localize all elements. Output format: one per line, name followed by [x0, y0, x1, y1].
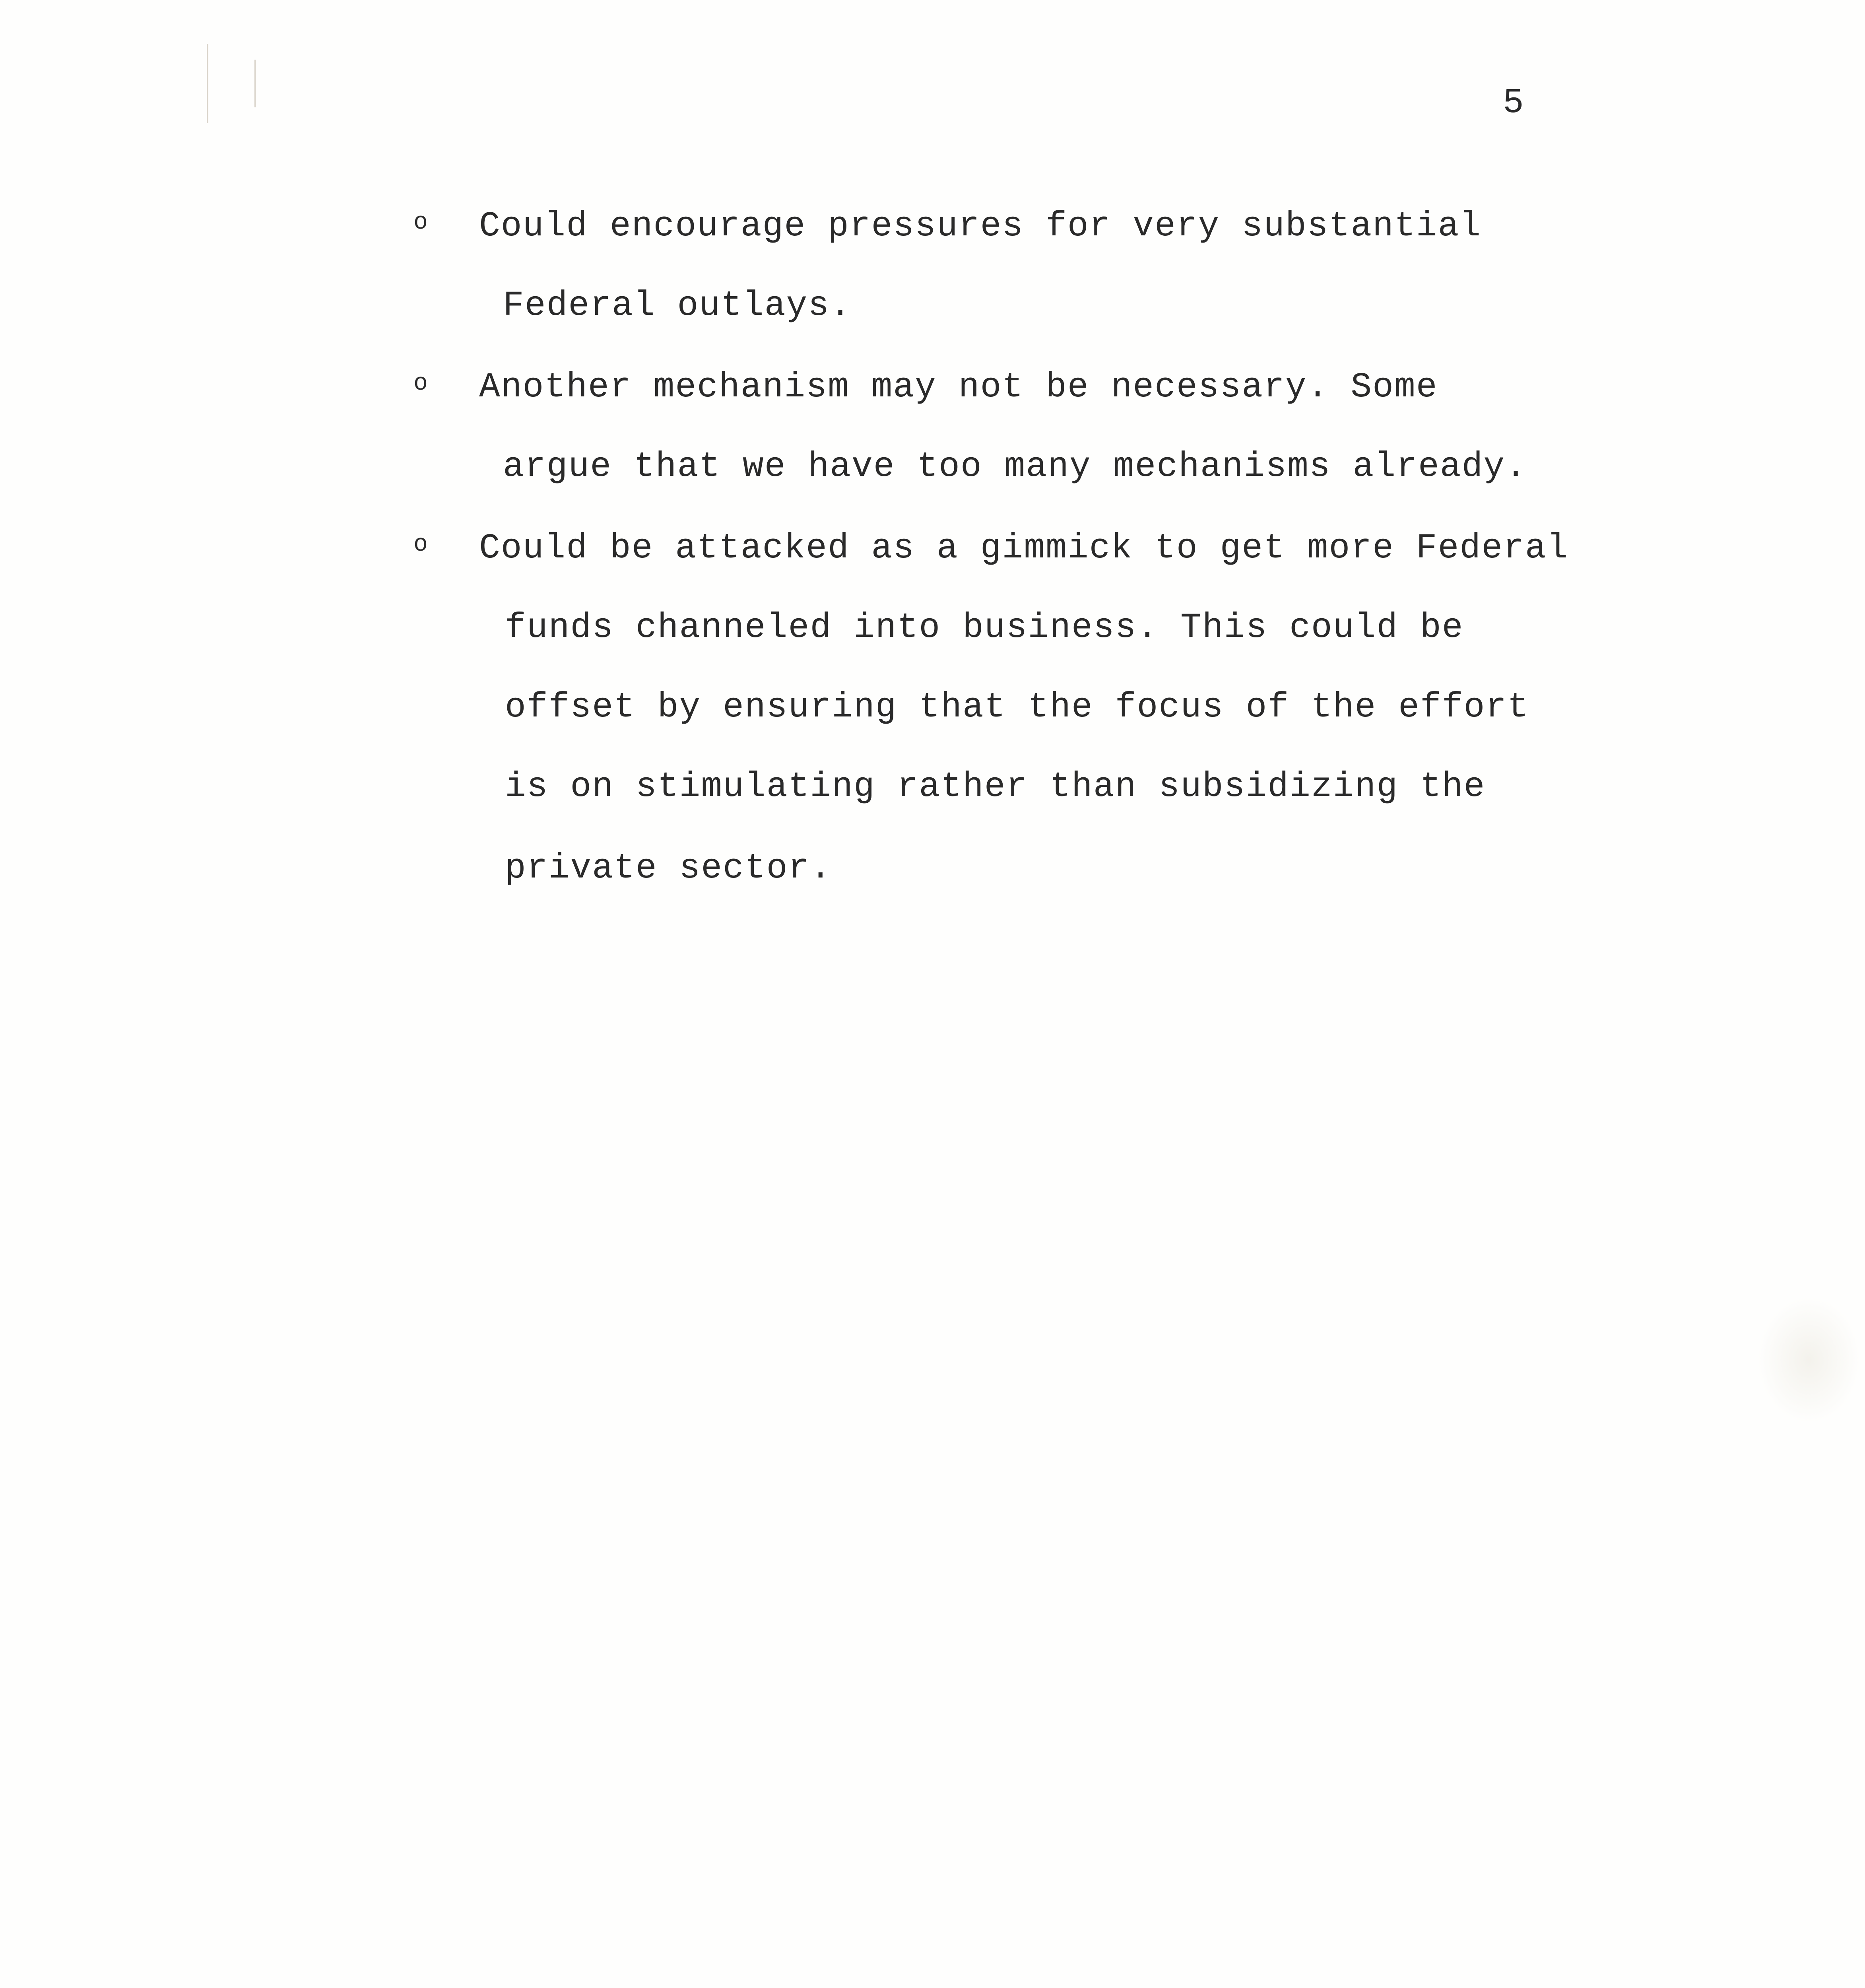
- bullet-line: is on stimulating rather than subsidizing the: [505, 767, 1486, 807]
- bullet-line: Could be attacked as a gimmick to get more Federal: [479, 529, 1569, 568]
- bullet-marker: o: [413, 370, 429, 397]
- bullet-line: offset by ensuring that the focus of the effort: [505, 688, 1529, 727]
- bullet-line: funds channeled into business. This could be: [505, 608, 1464, 648]
- bullet-line: Another mechanism may not be necessary. Some: [479, 368, 1438, 407]
- bullet-line: private sector.: [505, 849, 832, 888]
- scan-mark: [254, 60, 256, 107]
- bullet-marker: o: [413, 531, 429, 558]
- bullet-line: Could encourage pressures for very substantial: [479, 207, 1482, 246]
- scan-mark: [207, 44, 208, 123]
- paper-smudge: [1757, 1296, 1861, 1423]
- bullet-line: argue that we have too many mechanisms already.: [503, 447, 1527, 487]
- page-number: 5: [1503, 83, 1525, 123]
- bullet-marker: o: [413, 209, 429, 236]
- bullet-line: Federal outlays.: [503, 286, 852, 326]
